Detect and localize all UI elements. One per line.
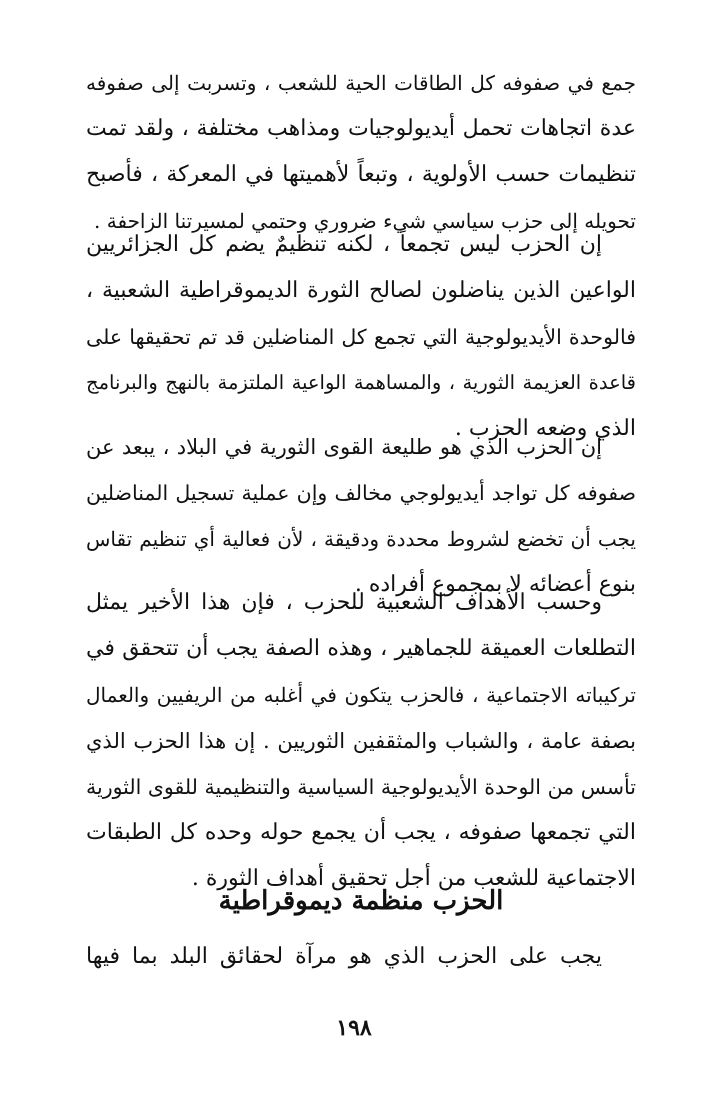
text-line: تركيباته الاجتماعية ، فالحزب يتكون في أغلبه من الريفيين والعمال [86, 683, 636, 707]
section-heading: الحزب منظمة ديموقراطية [218, 886, 504, 916]
paragraph-1 [86, 60, 636, 244]
text-line: يجب على الحزب الذي هو مرآة لحقائق البلد بما فيها [86, 944, 602, 969]
text-line: إن الحزب الذي هو طليعة القوى الثورية في البلاد ، يبعد عن [86, 435, 602, 459]
text-line: الذي وضعه الحزب . [454, 416, 636, 441]
text-line: عدة اتجاهات تحمل أيديولوجيات ومذاهب مختلفة ، ولقد تمت [86, 116, 636, 141]
text-line: تنظيمات حسب الأولوية ، وتبعاً لأهميتها في المعركة ، فأصبح [86, 162, 636, 187]
text-line: التي تجمعها صفوفه ، يجب أن يجمع حوله وحده كل الطبقات [86, 820, 636, 845]
text-line: التطلعات العميقة للجماهير ، وهذه الصفة يجب أن تتحقق في [86, 636, 636, 661]
text-line: فالوحدة الأيديولوجية التي تجمع كل المناضلين قد تم تحقيقها على [86, 325, 636, 349]
text-line: يجب أن تخضع لشروط محددة ودقيقة ، لأن فعالية أي تنظيم تقاس [86, 527, 636, 551]
text-line: الواعين الذين يناضلون لصالح الثورة الديموقراطية الشعبية ، [86, 278, 636, 303]
paragraph-4 [86, 580, 636, 902]
text-line: تأسس من الوحدة الأيديولوجية السياسية والتنظيمية للقوى الثورية [86, 775, 636, 799]
page-number: ١٩٨ [336, 1015, 372, 1041]
text-line: وحسب الأهداف الشعبية للحزب ، فإن هذا الأخير يمثل [86, 590, 602, 615]
paragraph-5 [86, 934, 636, 980]
text-line: إن الحزب ليس تجمعاً ، لكنه تنظيمٌ يضم كل الجزائريين [86, 232, 602, 257]
text-line: صفوفه كل تواجد أيديولوجي مخالف وإن عملية تسجيل المناضلين [86, 481, 636, 505]
text-line: بنوع أعضائه لا بمجموع أفراده . [354, 572, 636, 597]
text-line: جمع في صفوفه كل الطاقات الحية للشعب ، وتسربت إلى صفوفه [86, 71, 636, 95]
text-line: الاجتماعية للشعب من أجل تحقيق أهداف الثورة . [191, 866, 636, 891]
text-line: تحويله إلى حزب سياسي شيء ضروري وحتمي لمسيرتنا الزاحفة . [94, 209, 636, 233]
text-line: بصفة عامة ، والشباب والمثقفين الثوريين . إن هذا الحزب الذي [86, 729, 636, 753]
text-line: قاعدة العزيمة الثورية ، والمساهمة الواعية الملتزمة بالنهج والبرنامج [86, 371, 636, 394]
paragraph-2 [86, 222, 636, 452]
